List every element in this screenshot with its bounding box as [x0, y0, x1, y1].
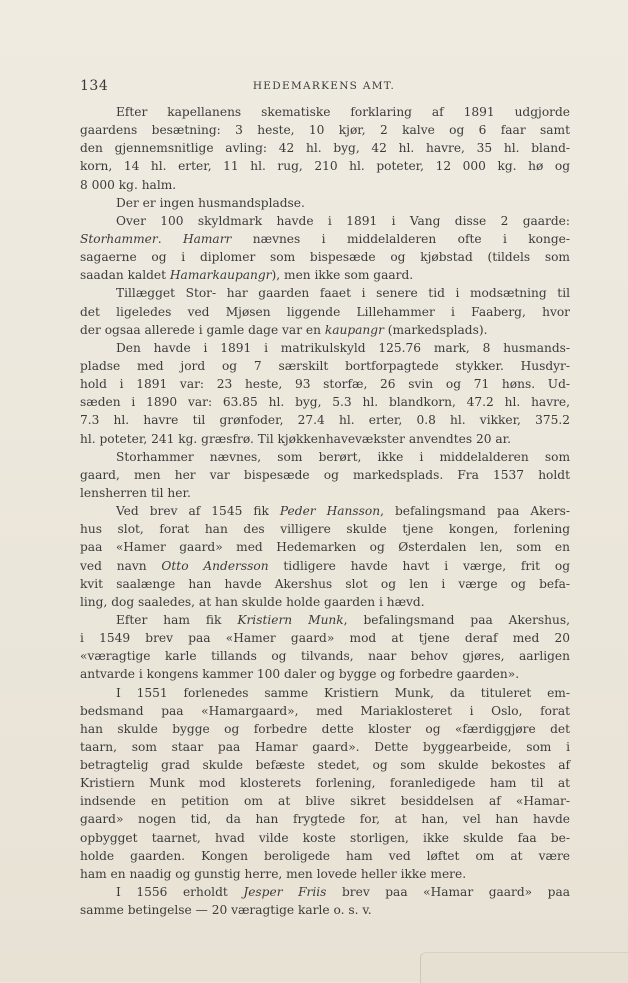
text-line: [80, 248, 570, 266]
text-segment: , befalingsmand paa Akershus,: [343, 612, 570, 627]
text-segment: tidligere havde havt i værge, frit og: [268, 558, 571, 573]
italic-text: Peder Hansson: [279, 504, 381, 519]
page-number: 134: [80, 78, 109, 94]
text-segment: hus slot, forat han des villigere skulde tjene kongen, forlening: [80, 522, 570, 537]
text-line: [80, 357, 570, 375]
text-segment: antvarde i kongens kammer 100 daler og bygge og forbedre gaarden».: [80, 667, 520, 682]
text-line: [80, 103, 570, 121]
text-line: [80, 230, 570, 248]
text-segment: .: [157, 231, 183, 246]
text-line: [80, 702, 570, 720]
text-line: [80, 448, 570, 466]
text-line: [80, 411, 570, 429]
text-line: [80, 792, 570, 810]
text-line: [80, 375, 570, 393]
text-segment: pladse med jord og 7 særskilt bortforpagtede stykker. Husdyr-: [80, 358, 570, 373]
text-segment: sæden i 1890 var: 63.85 hl. byg, 5.3 hl. blandkorn, 47.2 hl. havre,: [80, 395, 570, 410]
text-line: [80, 774, 570, 792]
text-line: [80, 321, 570, 339]
text-line: [80, 157, 570, 175]
text-segment: ), men ikke som gaard.: [271, 268, 414, 283]
text-segment: korn, 14 hl. erter, 11 hl. rug, 210 hl. poteter, 12 000 kg. hø og: [80, 159, 570, 174]
text-line: [80, 139, 570, 157]
text-line: [80, 629, 570, 647]
text-segment: Over 100 skyldmark havde i 1891 i Vang disse 2 gaarde:: [116, 213, 570, 228]
text-segment: I 1551 forlenedes samme Kristiern Munk, da tituleret em-: [116, 685, 570, 700]
text-segment: gaardens besætning: 3 heste, 10 kjør, 2 kalve og 6 faar samt: [80, 123, 570, 138]
text-line: [80, 883, 570, 901]
italic-text: kaupangr: [324, 322, 384, 337]
text-segment: Storhammer nævnes, som berørt, ikke i middelalderen som: [116, 449, 570, 464]
text-line: [80, 303, 570, 321]
page-fold: [420, 952, 628, 983]
text-segment: i 1549 brev paa «Hamer gaard» mod at tjene deraf med 20: [80, 631, 570, 646]
text-line: [80, 901, 570, 919]
italic-text: Kristiern Munk: [237, 612, 344, 627]
text-segment: taarn, som staar paa Hamar gaard». Dette byggearbeide, som i: [80, 739, 570, 754]
text-line: [80, 538, 570, 556]
text-segment: gaard, men her var bispesæde og markedsplads. Fra 1537 holdt: [80, 467, 570, 482]
text-segment: hold i 1891 var: 23 heste, 93 storfæ, 26 svin og 71 høns. Ud-: [80, 377, 570, 392]
text-segment: ham en naadig og gunstig herre, men lovede heller ikke mere.: [80, 866, 467, 881]
body-text: [80, 103, 570, 919]
text-line: [80, 611, 570, 629]
text-segment: Efter ham fik: [116, 612, 238, 627]
text-line: [80, 665, 570, 683]
text-line: [80, 829, 570, 847]
text-segment: 7.3 hl. havre til grønfoder, 27.4 hl. erter, 0.8 hl. vikker, 375.2: [80, 413, 570, 428]
text-line: [80, 284, 570, 302]
running-head: HEDEMARKENS AMT.: [252, 80, 396, 92]
text-segment: brev paa «Hamar gaard» paa: [326, 885, 571, 900]
text-line: [80, 194, 570, 212]
text-line: [80, 647, 570, 665]
text-line: [80, 176, 570, 194]
text-segment: hl. poteter, 241 kg. græsfrø. Til kjøkkenhavevækster anvendtes 20 ar.: [80, 431, 511, 446]
text-segment: paa «Hamer gaard» med Hedemarken og Østerdalen len, som en: [80, 540, 570, 555]
text-line: [80, 738, 570, 756]
text-segment: nævnes i middelalderen ofte i konge-: [231, 231, 571, 246]
text-line: [80, 865, 570, 883]
text-line: [80, 430, 570, 448]
text-line: [80, 684, 570, 702]
italic-text: Storhammer: [80, 231, 158, 246]
text-segment: lensherren til her.: [80, 485, 191, 500]
text-line: [80, 810, 570, 828]
italic-text: Jesper Friis: [243, 885, 327, 900]
text-segment: Efter kapellanens skematiske forklaring af 1891 udgjorde: [116, 105, 570, 119]
text-line: [80, 466, 570, 484]
text-segment: det ligeledes ved Mjøsen liggende Lillehammer i Faaberg, hvor: [80, 304, 570, 319]
text-segment: I 1556 erholdt: [116, 885, 244, 900]
text-line: [80, 121, 570, 139]
text-line: [80, 756, 570, 774]
text-segment: holde gaarden. Kongen beroligede ham ved løftet om at være: [80, 848, 570, 863]
text-segment: Der er ingen husmandspladse.: [116, 195, 305, 210]
text-segment: der ogsaa allerede i gamle dage var en: [80, 322, 325, 337]
text-segment: Kristiern Munk mod klosterets forlening, foranledigede ham til at: [80, 776, 570, 791]
text-line: [80, 212, 570, 230]
text-line: [80, 575, 570, 593]
text-segment: Den havde i 1891 i matrikulskyld 125.76 mark, 8 husmands-: [116, 340, 570, 355]
text-line: [80, 266, 570, 284]
text-line: [80, 484, 570, 502]
text-segment: , befalingsmand paa Akers-: [380, 504, 570, 519]
text-segment: (markedsplads).: [383, 322, 488, 337]
text-segment: Tillægget Stor- har gaarden faaet i senere tid i modsætning til: [116, 286, 570, 301]
text-segment: indsende en petition om at blive sikret besiddelsen af «Hamar-: [80, 794, 570, 809]
text-line: [80, 339, 570, 357]
text-segment: Ved brev af 1545 fik: [116, 504, 280, 519]
text-segment: ved navn: [80, 558, 162, 573]
italic-text: Hamarkaupangr: [169, 268, 272, 283]
text-line: [80, 720, 570, 738]
text-line: [80, 393, 570, 411]
text-segment: han skulde bygge og forbedre dette kloster og «færdiggjøre det: [80, 721, 570, 736]
text-line: [80, 593, 570, 611]
text-segment: 8 000 kg. halm.: [80, 177, 177, 192]
text-segment: saadan kaldet: [80, 268, 170, 283]
text-line: [80, 520, 570, 538]
text-line: [80, 557, 570, 575]
text-segment: kvit saalænge han havde Akershus slot og len i værge og befa-: [80, 576, 570, 591]
text-segment: den gjennemsnitlige avling: 42 hl. byg, 42 hl. havre, 35 hl. bland-: [80, 141, 570, 156]
text-segment: samme betingelse — 20 væragtige karle o. s. v.: [80, 903, 372, 918]
text-segment: «væragtige karle tillands og tilvands, naar behov gjøres, aarligen: [80, 649, 570, 664]
text-line: [80, 847, 570, 865]
page-header: [80, 78, 568, 96]
italic-text: Hamarr: [182, 231, 232, 246]
text-line: [80, 502, 570, 520]
text-segment: gaard» nogen tid, da han frygtede for, at han, vel han havde: [80, 812, 570, 827]
text-segment: bedsmand paa «Hamargaard», med Mariaklosteret i Oslo, forat: [80, 703, 570, 718]
text-segment: opbygget taarnet, hvad vilde koste storligen, ikke skulde faa be-: [80, 830, 570, 845]
text-segment: ling, dog saaledes, at han skulde holde gaarden i hævd.: [80, 594, 425, 609]
text-segment: sagaerne og i diplomer som bispesæde og kjøbstad (tildels som: [80, 250, 570, 265]
text-segment: betragtelig grad skulde befæste stedet, og som skulde bekostes af: [80, 758, 570, 773]
italic-text: Otto Andersson: [161, 558, 269, 573]
